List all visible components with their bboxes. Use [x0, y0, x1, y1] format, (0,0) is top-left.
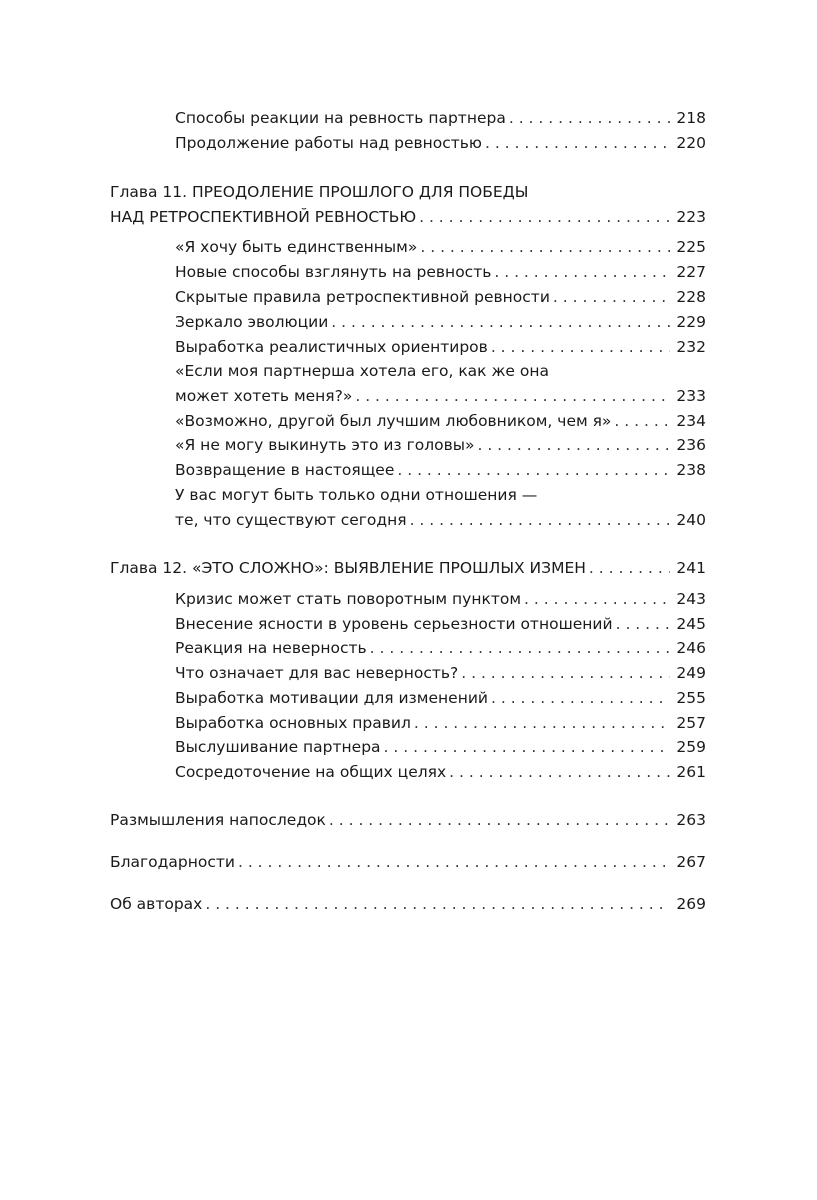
toc-entry-page: 263: [676, 811, 706, 829]
toc-entry-title: Способы реакции на ревность партнера: [175, 109, 506, 127]
toc-entry-title: Сосредоточение на общих целях: [175, 763, 447, 781]
toc-entry-page: 255: [676, 689, 706, 707]
dot-leader: [509, 107, 671, 129]
dot-leader: [461, 662, 670, 684]
dot-leader: [331, 311, 670, 333]
toc-entry: [175, 261, 706, 283]
toc-entry-page: 240: [676, 511, 706, 529]
dot-leader: [420, 236, 670, 258]
toc-entry-page: 227: [676, 263, 706, 281]
toc-entry: [175, 637, 706, 659]
toc-entry-title: Внесение ясности в уровень серьезности отношений: [175, 615, 613, 633]
dot-leader: [370, 637, 671, 659]
dot-leader: [397, 459, 670, 481]
dot-leader: [449, 761, 670, 783]
toc-entry-page: 228: [676, 288, 706, 306]
toc-entry-line: [175, 360, 706, 382]
toc-entry-page: 225: [676, 238, 706, 256]
dot-leader: [614, 410, 670, 432]
toc-entry: [175, 336, 706, 358]
chapter-entry: [110, 557, 706, 579]
toc-entry: [175, 434, 706, 456]
toc-entry-page: 234: [676, 412, 706, 430]
toc-entry-title: Размышления напоследок: [110, 811, 326, 829]
toc-section-entry: [110, 809, 706, 831]
toc-entry-title: Выработка основных правил: [175, 714, 411, 732]
toc-entry-page: 257: [676, 714, 706, 732]
toc-entry-title: может хотеть меня?»: [175, 387, 353, 405]
toc-entry-title: Зеркало эволюции: [175, 313, 329, 331]
toc-section-entry: [110, 893, 706, 915]
toc-entry: [175, 736, 706, 758]
toc-entry-title: Благодарности: [110, 853, 235, 871]
toc-entry-page: 246: [676, 639, 706, 657]
dot-leader: [384, 736, 671, 758]
toc-entry-page: 220: [676, 134, 706, 152]
dot-leader: [477, 434, 670, 456]
toc-entry-page: 269: [676, 895, 706, 913]
dot-leader: [491, 336, 671, 358]
toc-entry-title: «Я хочу быть единственным»: [175, 238, 418, 256]
dot-leader: [524, 588, 670, 610]
toc-entry: [175, 236, 706, 258]
dot-leader: [553, 286, 671, 308]
toc-entry-title: «Возможно, другой был лучшим любовником, чем я»: [175, 412, 612, 430]
chapter-heading-line: [110, 181, 706, 203]
chapter-title: Глава 12. «ЭТО СЛОЖНО»: ВЫЯВЛЕНИЕ ПРОШЛЫХ ИЗМЕН: [110, 559, 586, 577]
dot-leader: [485, 132, 670, 154]
dot-leader: [329, 809, 671, 831]
toc-entry-page: 241: [676, 559, 706, 577]
toc-entry-page: 223: [676, 208, 706, 226]
toc-entry: [175, 662, 706, 684]
toc-entry-title: Выслушивание партнера: [175, 738, 381, 756]
toc-entry: [175, 509, 706, 531]
toc-entry-title: Продолжение работы над ревностью: [175, 134, 482, 152]
toc-entry-title: Об авторах: [110, 895, 203, 913]
toc-entry: [175, 385, 706, 407]
chapter-entry: [110, 206, 706, 228]
toc-entry: [175, 459, 706, 481]
dot-leader: [419, 206, 670, 228]
toc-entry-title: Возвращение в настоящее: [175, 461, 395, 479]
toc-entry: [175, 286, 706, 308]
toc-entry-page: 233: [676, 387, 706, 405]
toc-entry: [175, 761, 706, 783]
toc-entry-title: Что означает для вас неверность?: [175, 664, 459, 682]
toc-entry: [175, 687, 706, 709]
toc-entry: [175, 107, 706, 129]
dot-leader: [491, 687, 670, 709]
toc-entry-page: 218: [676, 109, 706, 127]
toc-entry: [175, 410, 706, 432]
toc-entry-page: 267: [676, 853, 706, 871]
toc-entry-title: Выработка мотивации для изменений: [175, 689, 488, 707]
dot-leader: [589, 557, 671, 579]
toc-entry-title: Новые способы взглянуть на ревность: [175, 263, 492, 281]
toc-entry-page: 245: [676, 615, 706, 633]
toc-section-entry: [110, 851, 706, 873]
toc-entry-page: 249: [676, 664, 706, 682]
toc-entry-title-line1: «Если моя партнерша хотела его, как же она: [175, 362, 550, 380]
toc-entry: [175, 588, 706, 610]
toc-entry-page: 232: [676, 338, 706, 356]
dot-leader: [205, 893, 670, 915]
dot-leader: [414, 712, 671, 734]
toc-entry-title: те, что существуют сегодня: [175, 511, 407, 529]
chapter-title: НАД РЕТРОСПЕКТИВНОЙ РЕВНОСТЬЮ: [110, 208, 417, 226]
chapter-title-line1: Глава 11. ПРЕОДОЛЕНИЕ ПРОШЛОГО ДЛЯ ПОБЕДЫ: [110, 183, 529, 201]
toc-entry-title-line1: У вас могут быть только одни отношения —: [175, 486, 538, 504]
toc-entry: [175, 613, 706, 635]
toc-entry: [175, 712, 706, 734]
toc-entry-title: «Я не могу выкинуть это из головы»: [175, 436, 475, 454]
dot-leader: [238, 851, 670, 873]
toc-entry: [175, 132, 706, 154]
toc-entry-title: Скрытые правила ретроспективной ревности: [175, 288, 550, 306]
toc-entry-page: 238: [676, 461, 706, 479]
toc-entry-page: 229: [676, 313, 706, 331]
dot-leader: [410, 509, 671, 531]
toc-entry-page: 261: [676, 763, 706, 781]
toc-entry-line: [175, 484, 706, 506]
dot-leader: [494, 261, 670, 283]
toc-entry: [175, 311, 706, 333]
dot-leader: [616, 613, 671, 635]
toc-entry-title: Реакция на неверность: [175, 639, 367, 657]
toc-entry-page: 259: [676, 738, 706, 756]
toc-entry-title: Кризис может стать поворотным пунктом: [175, 590, 522, 608]
toc-entry-page: 243: [676, 590, 706, 608]
toc-entry-title: Выработка реалистичных ориентиров: [175, 338, 488, 356]
dot-leader: [355, 385, 670, 407]
toc-entry-page: 236: [676, 436, 706, 454]
